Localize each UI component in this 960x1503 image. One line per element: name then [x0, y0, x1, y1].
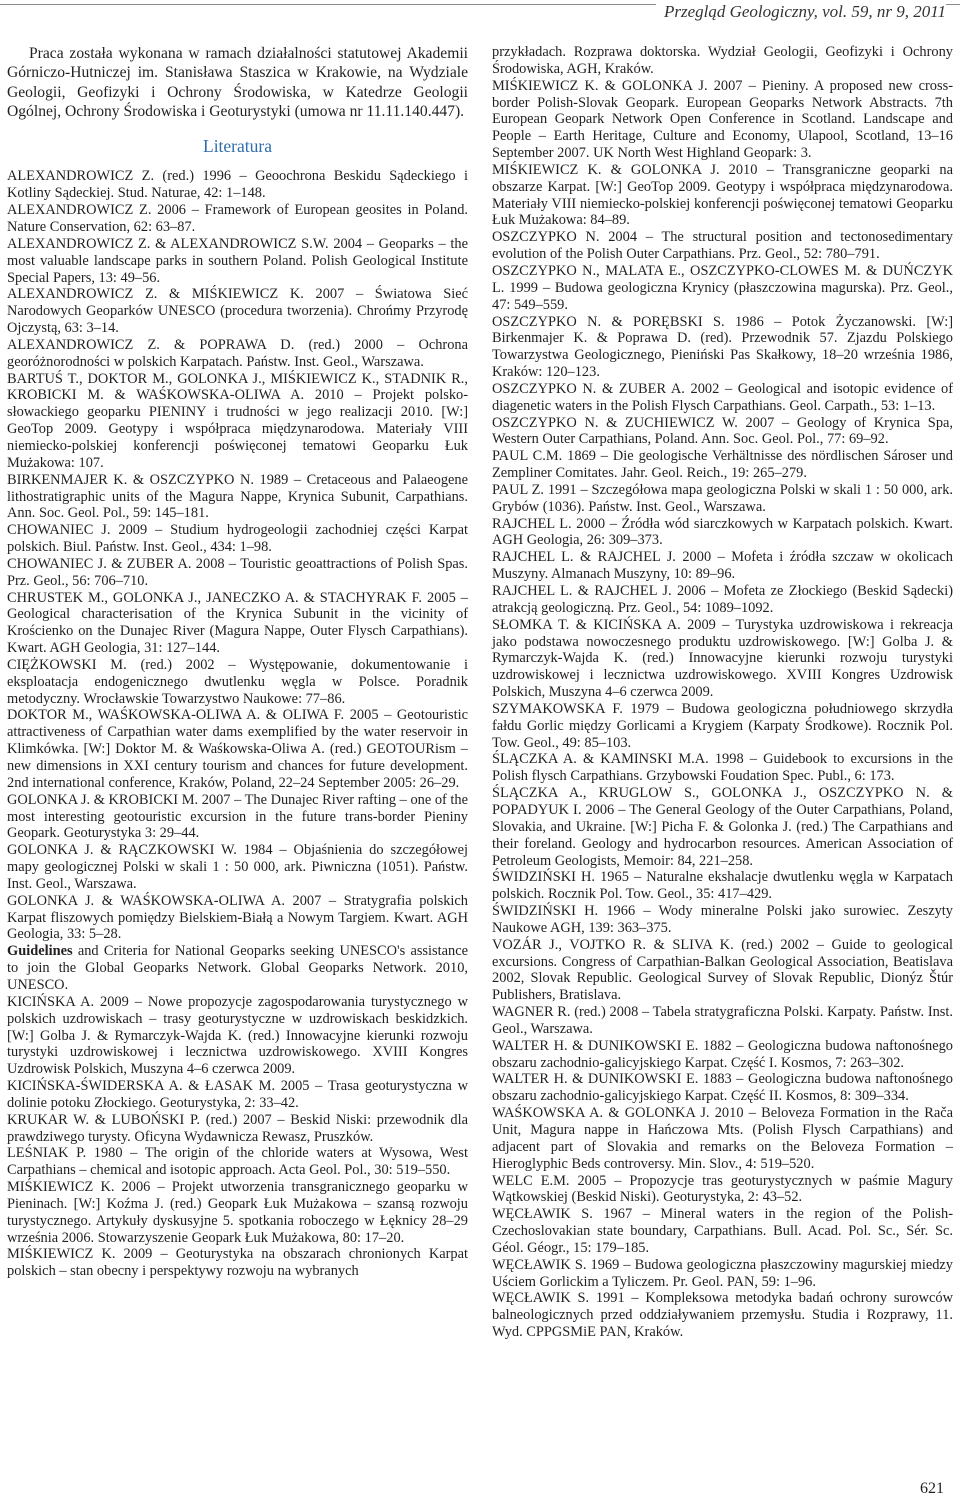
reference-entry: PAUL C.M. 1869 – Die geologische Verhältnisse des nördlischen Sároser und Zempliner Comitates. Jahr. Geol. Reich., 19: 265–279.	[492, 448, 953, 482]
reference-entry: SŁOMKA T. & KICIŃSKA A. 2009 – Turystyka uzdrowiskowa i rekreacja jako podstawa nowoczesnego produktu uzdrowiskowego. [W:] Golba J. & Rymarczyk-Wajda K. (red.) Innowacyjne kierunki rozwoju turystyki uzdrowiskowej i lecznictwa uzdrowiskowego. XVIII Kongres Uzdrowisk Polskich, Muszyna 4–6 czerwca 2009.	[492, 616, 953, 701]
reference-entry: ŚWIDZIŃSKI H. 1965 – Naturalne ekshalacje dwutlenku węgla w Karpatach polskich. Rocznik Pol. Tow. Geol., 35: 417–429.	[492, 869, 953, 903]
reference-entry: LEŚNIAK P. 1980 – The origin of the chloride waters at Wysowa, West Carpathians – chemical and isotopic approach. Acta Geol. Pol., 30: 519–550.	[7, 1145, 468, 1179]
reference-entry: OSZCZYPKO N. & PORĘBSKI S. 1986 – Potok Życzanowski. [W:] Birkenmajer K. & Poprawa D. (red). Przewodnik 57. Zjazdu Polskiego Towarzystwa Geologicznego, Pieniński Pas Skałkowy, 18–20 września 1986, Kraków: 120–123.	[492, 313, 953, 381]
page-number: 621	[920, 1480, 944, 1497]
references-list-left	[7, 168, 468, 1280]
reference-entry: RAJCHEL L. & RAJCHEL J. 2006 – Mofeta ze Złockiego (Beskid Sądecki) atrakcją geologiczną. Prz. Geol., 54: 1089–1092.	[492, 583, 953, 616]
reference-entry: KICIŃSKA-ŚWIDERSKA A. & ŁASAK M. 2005 – Trasa geoturystyczna w dolinie potoku Złockiego. Geoturystyka, 2: 33–42.	[7, 1078, 468, 1111]
reference-entry: WĘCŁAWIK S. 1969 – Budowa geologiczna płaszczowiny magurskiej miedzy Uściem Gorlickim a Tyliczem. Pr. Geol. PAN, 59: 1–96.	[492, 1256, 953, 1290]
reference-entry: BARTUŚ T., DOKTOR M., GOLONKA J., MIŚKIEWICZ K., STADNIK R., KROBICKI M. & WAŚKOWSKA-OLIWA A. 2010 – Projekt polsko-słowackiego geoparku PIENINY i trudności w jego realizacji 2010. [W:] GeoTop 2009. Geotypy i współpraca międzynarodowa. Materiały VIII niemiecko-polskiej konferencji poświęconej tematowi Geoparku Łuk Mużakowa: 107.	[7, 370, 468, 471]
reference-entry: ALEXANDROWICZ Z. & MIŚKIEWICZ K. 2007 – Światowa Sieć Narodowych Geoparków UNESCO (procedura tworzenia). Chrońmy Przyrodę Ojczystą, 63: 3–14.	[7, 286, 468, 337]
right-column	[492, 44, 953, 1341]
reference-entry: WELC E.M. 2005 – Propozycje tras geoturystycznych w paśmie Magury Wątkowskiej (Beskid Niski). Geoturystyka, 2: 43–52.	[492, 1172, 953, 1206]
reference-entry: GOLONKA J. & WAŚKOWSKA-OLIWA A. 2007 – Stratygrafia polskich Karpat fliszowych pomiędzy Bielskiem-Białą a Nowym Targiem. Kwart. AGH Geologia, 33: 5–28.	[7, 892, 468, 943]
reference-entry: WAGNER R. (red.) 2008 – Tabela stratygraficzna Polski. Karpaty. Państw. Inst. Geol., Warszawa.	[492, 1004, 953, 1037]
reference-entry: WĘCŁAWIK S. 1991 – Kompleksowa metodyka badań ochrony surowców balneologicznych przed oddziaływaniem przemysłu. Studia i Rozprawy, 11. Wyd. CPPGSMiE PAN, Kraków.	[492, 1290, 953, 1341]
reference-entry: OSZCZYPKO N. 2004 – The structural position and tectonosedimentary evolution of the Polish Outer Carpathians. Prz. Geol., 52: 780–791.	[492, 229, 953, 263]
references-heading: Literatura	[203, 135, 272, 156]
acknowledgement-paragraph: Praca została wykonana w ramach działalności statutowej Akademii Górniczo-Hutniczej im. Stanisława Staszica w Krakowie, na Wydziale Geologii, Geofizyki i Ochrony Środowiska, w Katedrze Geologii Ogólnej, Ochrony Środowiska i Geoturystyki (umowa nr 11.11.140.447).	[7, 45, 468, 121]
reference-entry: ALEXANDROWICZ Z. & ALEXANDROWICZ S.W. 2004 – Geoparks – the most valuable landscape parks in southern Poland. Polish Geological Institute Special Papers, 13: 49–56.	[7, 235, 468, 286]
reference-entry: MIŚKIEWICZ K. & GOLONKA J. 2007 – Pieniny. A proposed new cross-border Polish-Slovak Geopark. European Geoparks Network Abstracts. 7th European Geopark Network Open Conference in Scotland. Landscape and People – Earth Heritage, Culture and Economy, Ulapool, Scotland, 13–16 September 2007. UK North West Highland Geopark: 3.	[492, 77, 953, 162]
reference-entry: GOLONKA J. & KROBICKI M. 2007 – The Dunajec River rafting – one of the most interesting geotouristic excursion in the future trans-border Pieniny Geopark. Geoturystyka 3: 29–44.	[7, 791, 468, 842]
reference-entry: PAUL Z. 1991 – Szczegółowa mapa geologiczna Polski w skali 1 : 50 000, ark. Grybów (1036). Państw. Inst. Geol., Warszawa.	[492, 481, 953, 515]
reference-entry: DOKTOR M., WAŚKOWSKA-OLIWA A. & OLIWA F. 2005 – Geotouristic attractiveness of Carpathian water dams exemplified by the water reservoir in Klimkówka. [W:] Doktor M. & Waśkowska-Oliwa A. (red.) GEOTOURism – new dimensions in XXI century tourism and chances for future development. 2nd international conference, Kraków, Poland, 22–24 September 2005: 26–29.	[7, 707, 468, 791]
reference-entry: OSZCZYPKO N. & ZUCHIEWICZ W. 2007 – Geology of Krynica Spa, Western Outer Carpathians, Poland. Ann. Soc. Geol. Pol., 77: 69–92.	[492, 414, 953, 448]
left-column	[7, 44, 468, 1280]
reference-entry: VOZÁR J., VOJTKO R. & SLIVA K. (red.) 2002 – Guide to geological excursions. Congress of Carpathian-Balkan Geological Association, Beatislava 2002, Slovak Republic. Geological Survey of Slovak Republic, Dionýz Štúr Publishers, Bratislava.	[492, 936, 953, 1004]
reference-entry: ALEXANDROWICZ Z. 2006 – Framework of European geosites in Poland. Nature Conservation, 62: 63–87.	[7, 202, 468, 235]
reference-entry: ALEXANDROWICZ Z. (red.) 1996 – Geoochrona Beskidu Sądeckiego i Kotliny Sądeckiej. Stud. Naturae, 42: 1–148.	[7, 168, 468, 202]
reference-entry: SZYMAKOWSKA F. 1979 – Budowa geologiczna południowego skrzydła fałdu Gorlic między Gorlicami a Krygiem (Karpaty Środkowe). Rocznik Pol. Tow. Geol., 49: 85–103.	[492, 700, 953, 751]
reference-entry: CHRUSTEK M., GOLONKA J., JANECZKO A. & STACHYRAK F. 2005 – Geological characterisation of the Krynica Subunit in the vicinity of Krościenko on the Dunajec River (Magura Nappe, Outer Flysch Carpathians). Kwart. AGH Geologia, 31: 127–144.	[7, 589, 468, 657]
reference-entry: ŚWIDZIŃSKI H. 1966 – Wody mineralne Polski jako surowiec. Zeszyty Naukowe AGH, 139: 363–375.	[492, 903, 953, 936]
reference-entry: OSZCZYPKO N., MALATA E., OSZCZYPKO-CLOWES M. & DUŃCZYK L. 1999 – Budowa geologiczna Krynicy (płaszczowina magurska). Prz. Geol., 47: 549–559.	[492, 262, 953, 313]
reference-entry: WĘCŁAWIK S. 1967 – Mineral waters in the region of the Polish-Czechoslovakian state boundary, Carpathians. Bull. Acad. Pol. Sc., Sér. Sc. Géol. Géogr., 15: 179–185.	[492, 1206, 953, 1256]
reference-entry: KRUKAR W. & LUBOŃSKI P. (red.) 2007 – Beskid Niski: przewodnik dla prawdziwego turysty. Oficyna Wydawnicza Rewasz, Pruszków.	[7, 1111, 468, 1145]
reference-entry: ŚLĄCZKA A. & KAMINSKI M.A. 1998 – Guidebook to excursions in the Polish flysch Carpathians. Grzybowski Foudation Spec. Publ., 6: 173.	[492, 751, 953, 785]
journal-title: Przegląd Geologiczny, vol. 59, nr 9, 2011	[656, 2, 946, 22]
reference-entry: OSZCZYPKO N. & ZUBER A. 2002 – Geological and isotopic evidence of diagenetic waters in the Polish Flysch Carpathians. Geol. Carpath., 53: 1–13.	[492, 380, 953, 414]
reference-entry: RAJCHEL L. & RAJCHEL J. 2000 – Mofeta i źródła szczaw w okolicach Muszyny. Almanach Muszyny, 10: 89–96.	[492, 549, 953, 583]
reference-entry: RAJCHEL L. 2000 – Źródła wód siarczkowych w Karpatach polskich. Kwart. AGH Geologia, 26: 309–373.	[492, 515, 953, 549]
reference-entry: CHOWANIEC J. & ZUBER A. 2008 – Touristic geoattractions of Polish Spas. Prz. Geol., 56: 706–710.	[7, 555, 468, 589]
reference-entry: MIŚKIEWICZ K. 2009 – Geoturystyka na obszarach chronionych Karpat polskich – stan obecny i perspektywy rozwoju na wybranych	[7, 1246, 468, 1280]
reference-entry: CHOWANIEC J. 2009 – Studium hydrogeologii zachodniej części Karpat polskich. Biul. Państw. Inst. Geol., 434: 1–98.	[7, 522, 468, 556]
references-list-right	[492, 44, 953, 1341]
reference-entry: BIRKENMAJER K. & OSZCZYPKO N. 1989 – Cretaceous and Palaeogene lithostratigraphic units of the Magura Nappe, Krynica Subunit, Carpathians. Ann. Soc. Geol. Pol., 59: 145–181.	[7, 471, 468, 522]
reference-entry: CIĘŻKOWSKI M. (red.) 2002 – Występowanie, dokumentowanie i eksploatacja endogenicznego dwutlenku węgla w Polsce. Poradnik metodyczny. Wrocławskie Towarzystwo Naukowe: 77–86.	[7, 656, 468, 707]
reference-entry: Guidelines and Criteria for National Geoparks seeking UNESCO's assistance to join the Global Geoparks Network. Global Geoparks Network. 2010, UNESCO.	[7, 943, 468, 993]
reference-entry: KICIŃSKA A. 2009 – Nowe propozycje zagospodarowania turystycznego w polskich uzdrowiskach – trasy geoturystyczne w uzdrowiskach beskidzkich. [W:] Golba J. & Rymarczyk-Wajda K. (red.) Innowacyjne kierunki rozwoju turystyki uzdrowiskowej i lecznictwa uzdrowiskowego. XVIII Kongres Uzdrowisk Polskich, Muszyna 4–6 czerwca 2009.	[7, 993, 468, 1078]
reference-entry: ALEXANDROWICZ Z. & POPRAWA D. (red.) 2000 – Ochrona georóżnorodności w polskich Karpatach. Państw. Inst. Geol., Warszawa.	[7, 336, 468, 370]
journal-header	[0, 0, 960, 25]
reference-entry: GOLONKA J. & RĄCZKOWSKI W. 1984 – Objaśnienia do szczegółowej mapy geologicznej Polski w skali 1 : 50 000, ark. Piwniczna (1051). Państw. Inst. Geol., Warszawa.	[7, 842, 468, 892]
reference-entry: WALTER H. & DUNIKOWSKI E. 1883 – Geologiczna budowa naftonośnego obszaru zachodnio-galicyjskiego Karpat. Część II. Kosmos, 8: 309–334.	[492, 1071, 953, 1105]
reference-entry: ŚLĄCZKA A., KRUGLOW S., GOLONKA J., OSZCZYPKO N. & POPADYUK I. 2006 – The General Geology of the Outer Carpathians, Poland, Slovakia, and Ukraine. [W:] Picha F. & Golonka J. (red.) The Carpathians and their foreland. Geology and hydrocarbon resources. American Association of Petroleum Geologists, Memoir: 84, 221–258.	[492, 785, 953, 869]
reference-entry: WALTER H. & DUNIKOWSKI E. 1882 – Geologiczna budowa naftonośnego obszaru zachodnio-galicyjskiego Karpat. Część I. Kosmos, 7: 263–302.	[492, 1037, 953, 1071]
reference-entry: MIŚKIEWICZ K. & GOLONKA J. 2010 – Transgraniczne geoparki na obszarze Karpat. [W:] GeoTop 2009. Geotypy i współpraca międzynarodowa. Materiały VIII niemiecko-polskiej konferencji poświęconej tematowi Geoparku Łuk Mużakowa: 84–89.	[492, 161, 953, 229]
reference-entry: przykładach. Rozprawa doktorska. Wydział Geologii, Geofizyki i Ochrony Środowiska, AGH, Kraków.	[492, 44, 953, 77]
reference-entry: WAŚKOWSKA A. & GOLONKA J. 2010 – Beloveza Formation in the Rača Unit, Magura nappe in Hańczowa Mts. (Polish Flysch Carpathians) and adjacent part of Slovakia and remarks on the Beloveza Formation – Hieroglyphic Beds controversy. Min. Slov., 4: 519–520.	[492, 1105, 953, 1172]
reference-entry: MIŚKIEWICZ K. 2006 – Projekt utworzenia transgranicznego geoparku w Pieninach. [W:] Koźma J. (red.) Geopark Łuk Mużakowa – szansą rozwoju turystycznego. Artykuły dyskusyjne 5. spotkania roboczego w Łęknicy 28–29 września 2006. Stowarzyszenie Geopark Łuk Mużakowa, 80: 17–20.	[7, 1179, 468, 1246]
